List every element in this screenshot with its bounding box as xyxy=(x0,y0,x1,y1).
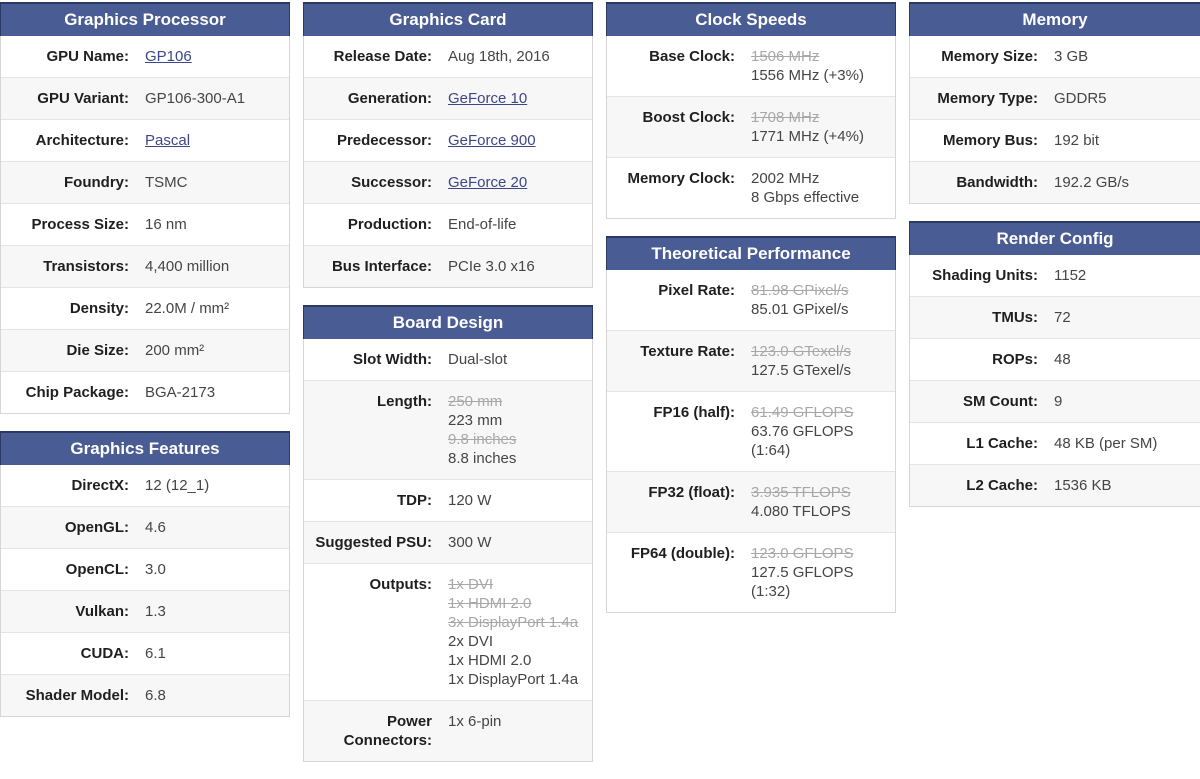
spec-value-old: 81.98 GPixel/s xyxy=(751,282,849,299)
column-4 xyxy=(909,2,1200,524)
spec-value: Aug 18th, 2016 xyxy=(448,48,550,65)
table-row xyxy=(607,157,895,218)
section-theoretical-performance xyxy=(606,236,896,613)
row-value xyxy=(432,522,592,563)
row-value xyxy=(129,120,289,161)
spec-value-old: 1708 MHz xyxy=(751,109,820,126)
row-value xyxy=(735,158,895,218)
table-row xyxy=(1,329,289,371)
spec-value-old: 1x DVI xyxy=(448,576,494,593)
spec-value: 63.76 GFLOPS (1:64) xyxy=(751,423,854,459)
section-body xyxy=(606,36,896,219)
row-value xyxy=(735,533,895,612)
row-value xyxy=(432,480,592,521)
section-graphics-features xyxy=(0,431,290,717)
row-label: Transistors: xyxy=(43,258,129,275)
section-body xyxy=(909,36,1200,204)
row-value xyxy=(432,204,592,245)
spec-value-old: 3x DisplayPort 1.4a xyxy=(448,614,579,631)
table-row xyxy=(910,36,1200,77)
section-body xyxy=(303,36,593,288)
spec-value: 8.8 inches xyxy=(448,450,517,467)
section-graphics-processor xyxy=(0,2,290,414)
section-render-config xyxy=(909,221,1200,507)
table-row xyxy=(304,339,592,380)
spec-value: 200 mm² xyxy=(145,342,205,359)
row-label: OpenCL: xyxy=(65,561,129,578)
spec-value: 85.01 GPixel/s xyxy=(751,301,849,318)
row-value xyxy=(1038,255,1200,296)
spec-value-old: 9.8 inches xyxy=(448,431,517,448)
row-label: Suggested PSU: xyxy=(315,534,432,551)
row-value xyxy=(432,36,592,77)
section-clock-speeds xyxy=(606,2,896,219)
table-row xyxy=(1,36,289,77)
row-value xyxy=(432,381,592,479)
row-label: Boost Clock: xyxy=(642,109,735,126)
section-body xyxy=(303,339,593,762)
row-value xyxy=(735,270,895,330)
row-value xyxy=(735,97,895,157)
section-title: Graphics Card xyxy=(303,2,593,36)
row-value xyxy=(432,564,592,700)
spec-link[interactable]: GP106 xyxy=(145,48,192,65)
spec-value-old: 250 mm xyxy=(448,393,503,410)
spec-value: 16 nm xyxy=(145,216,187,233)
table-row xyxy=(304,245,592,287)
table-row xyxy=(1,371,289,413)
row-label: Length: xyxy=(377,393,432,410)
spec-value: GDDR5 xyxy=(1054,90,1107,107)
spec-value: 9 xyxy=(1054,393,1063,410)
row-label: GPU Name: xyxy=(46,48,129,65)
table-row xyxy=(304,36,592,77)
section-title: Render Config xyxy=(909,221,1200,255)
spec-value-old: 61.49 GFLOPS xyxy=(751,404,854,421)
table-row xyxy=(304,700,592,761)
table-row xyxy=(910,255,1200,296)
section-title: Theoretical Performance xyxy=(606,236,896,270)
section-body xyxy=(0,36,290,414)
table-row xyxy=(910,380,1200,422)
spec-value: End-of-life xyxy=(448,216,517,233)
spec-value: 3.0 xyxy=(145,561,166,578)
spec-value-old: 123.0 GTexel/s xyxy=(751,343,852,360)
row-label: Shading Units: xyxy=(932,267,1038,284)
row-value xyxy=(129,633,289,674)
spec-value: 223 mm xyxy=(448,412,503,429)
row-label: SM Count: xyxy=(963,393,1038,410)
spec-value: 4.6 xyxy=(145,519,166,536)
section-title: Memory xyxy=(909,2,1200,36)
row-value xyxy=(1038,423,1200,464)
row-value xyxy=(1038,36,1200,77)
table-row xyxy=(304,203,592,245)
spec-value: 48 xyxy=(1054,351,1071,368)
row-label: Density: xyxy=(69,300,129,317)
row-value xyxy=(432,701,592,761)
row-label: Bus Interface: xyxy=(331,258,432,275)
table-row xyxy=(1,119,289,161)
spec-link[interactable]: GeForce 900 xyxy=(448,132,536,149)
spec-value: 1771 MHz (+4%) xyxy=(751,128,864,145)
row-label: Slot Width: xyxy=(352,351,432,368)
row-label: Vulkan: xyxy=(75,603,129,620)
spec-value: 2002 MHz xyxy=(751,170,820,187)
column-3 xyxy=(606,2,896,630)
row-label: Texture Rate: xyxy=(640,343,735,360)
table-row xyxy=(607,391,895,471)
table-row xyxy=(607,96,895,157)
table-row xyxy=(1,674,289,716)
section-title: Graphics Processor xyxy=(0,2,290,36)
spec-value: 120 W xyxy=(448,492,492,509)
row-label: Memory Clock: xyxy=(627,170,735,187)
row-value xyxy=(129,675,289,716)
table-row xyxy=(1,465,289,506)
row-label: Successor: xyxy=(351,174,432,191)
table-row xyxy=(1,77,289,119)
spec-value: 2x DVI xyxy=(448,633,494,650)
table-row xyxy=(1,245,289,287)
table-row xyxy=(607,532,895,612)
spec-link[interactable]: GeForce 10 xyxy=(448,90,528,107)
row-value xyxy=(735,331,895,391)
spec-value: 1556 MHz (+3%) xyxy=(751,67,864,84)
spec-value: 3 GB xyxy=(1054,48,1089,65)
spec-columns xyxy=(0,2,1200,779)
row-value xyxy=(129,36,289,77)
spec-value-old: 1506 MHz xyxy=(751,48,820,65)
spec-value: 300 W xyxy=(448,534,492,551)
row-label: ROPs: xyxy=(992,351,1038,368)
spec-value: 6.1 xyxy=(145,645,166,662)
table-row xyxy=(304,161,592,203)
row-label: OpenGL: xyxy=(64,519,129,536)
table-row xyxy=(1,548,289,590)
row-value xyxy=(129,549,289,590)
row-label: Release Date: xyxy=(333,48,432,65)
spec-value: 127.5 GTexel/s xyxy=(751,362,852,379)
row-label: Memory Size: xyxy=(941,48,1038,65)
section-body xyxy=(909,255,1200,507)
row-label: Die Size: xyxy=(66,342,129,359)
spec-value-old: 1x HDMI 2.0 xyxy=(448,595,532,612)
row-value xyxy=(129,162,289,203)
section-title: Graphics Features xyxy=(0,431,290,465)
row-value xyxy=(1038,162,1200,203)
table-row xyxy=(304,380,592,479)
row-label: FP64 (double): xyxy=(630,545,735,562)
spec-value: 1536 KB xyxy=(1054,477,1112,494)
row-label: Generation: xyxy=(347,90,432,107)
table-row xyxy=(304,521,592,563)
row-value xyxy=(129,330,289,371)
row-label: Pixel Rate: xyxy=(658,282,735,299)
row-value xyxy=(735,36,895,96)
table-row xyxy=(910,296,1200,338)
spec-value: 72 xyxy=(1054,309,1071,326)
row-value xyxy=(129,465,289,506)
table-row xyxy=(910,119,1200,161)
row-value xyxy=(432,162,592,203)
table-row xyxy=(607,36,895,96)
table-row xyxy=(1,161,289,203)
table-row xyxy=(607,270,895,330)
spec-value: Dual-slot xyxy=(448,351,508,368)
spec-value: 48 KB (per SM) xyxy=(1054,435,1158,452)
table-row xyxy=(1,287,289,329)
spec-value: TSMC xyxy=(145,174,188,191)
spec-value-old: 123.0 GFLOPS xyxy=(751,545,854,562)
section-memory xyxy=(909,2,1200,204)
table-row xyxy=(607,330,895,391)
spec-link[interactable]: GeForce 20 xyxy=(448,174,528,191)
row-value xyxy=(129,372,289,413)
row-label: L1 Cache: xyxy=(966,435,1038,452)
row-label: Memory Type: xyxy=(937,90,1038,107)
section-title: Board Design xyxy=(303,305,593,339)
section-graphics-card xyxy=(303,2,593,288)
row-label: Predecessor: xyxy=(336,132,432,149)
table-row xyxy=(607,471,895,532)
row-label: DirectX: xyxy=(71,477,129,494)
row-label: Architecture: xyxy=(35,132,129,149)
table-row xyxy=(1,632,289,674)
spec-value-old: 3.935 TFLOPS xyxy=(751,484,851,501)
spec-value: 8 Gbps effective xyxy=(751,189,860,206)
spec-value: 4,400 million xyxy=(145,258,230,275)
section-body xyxy=(606,270,896,613)
row-label: TDP: xyxy=(397,492,432,509)
spec-value: 1.3 xyxy=(145,603,166,620)
table-row xyxy=(304,563,592,700)
row-label: TMUs: xyxy=(992,309,1038,326)
spec-value: 22.0M / mm² xyxy=(145,300,230,317)
row-label: Outputs: xyxy=(369,576,432,593)
row-label: Shader Model: xyxy=(25,687,129,704)
row-label: L2 Cache: xyxy=(966,477,1038,494)
spec-value: GP106-300-A1 xyxy=(145,90,246,107)
spec-value: 6.8 xyxy=(145,687,166,704)
row-value xyxy=(432,339,592,380)
table-row xyxy=(304,77,592,119)
row-label: Chip Package: xyxy=(25,384,129,401)
row-label: FP16 (half): xyxy=(653,404,735,421)
row-value xyxy=(735,392,895,471)
row-value xyxy=(1038,120,1200,161)
spec-value: PCIe 3.0 x16 xyxy=(448,258,535,275)
table-row xyxy=(910,161,1200,203)
table-row xyxy=(910,422,1200,464)
row-label: CUDA: xyxy=(80,645,129,662)
spec-value: 192.2 GB/s xyxy=(1054,174,1130,191)
table-row xyxy=(910,338,1200,380)
table-row xyxy=(1,590,289,632)
row-label: FP32 (float): xyxy=(648,484,735,501)
row-value xyxy=(129,288,289,329)
row-value xyxy=(129,246,289,287)
row-value xyxy=(129,78,289,119)
row-value xyxy=(1038,339,1200,380)
column-2 xyxy=(303,2,593,779)
row-value xyxy=(1038,78,1200,119)
row-label: Memory Bus: xyxy=(942,132,1038,149)
row-value xyxy=(735,472,895,532)
row-value xyxy=(1038,465,1200,506)
table-row xyxy=(910,464,1200,506)
spec-value: 1x DisplayPort 1.4a xyxy=(448,671,579,688)
spec-value: 127.5 GFLOPS (1:32) xyxy=(751,564,854,600)
row-label: Foundry: xyxy=(64,174,129,191)
section-title: Clock Speeds xyxy=(606,2,896,36)
row-value xyxy=(129,591,289,632)
row-value xyxy=(432,78,592,119)
row-value xyxy=(129,204,289,245)
spec-value: 1x HDMI 2.0 xyxy=(448,652,532,669)
table-row xyxy=(304,479,592,521)
row-label: Bandwidth: xyxy=(956,174,1038,191)
row-value xyxy=(129,507,289,548)
section-board-design xyxy=(303,305,593,762)
row-label: Process Size: xyxy=(31,216,129,233)
spec-value: 192 bit xyxy=(1054,132,1100,149)
row-label: Base Clock: xyxy=(649,48,735,65)
row-value xyxy=(432,246,592,287)
spec-value: 12 (12_1) xyxy=(145,477,210,494)
spec-link[interactable]: Pascal xyxy=(145,132,191,149)
spec-value: 4.080 TFLOPS xyxy=(751,503,851,520)
spec-value: 1x 6-pin xyxy=(448,713,502,730)
spec-value: BGA-2173 xyxy=(145,384,216,401)
section-body xyxy=(0,465,290,717)
row-value xyxy=(432,120,592,161)
table-row xyxy=(304,119,592,161)
column-1 xyxy=(0,2,290,734)
table-row xyxy=(1,203,289,245)
row-value xyxy=(1038,381,1200,422)
table-row xyxy=(1,506,289,548)
row-label: Power Connectors: xyxy=(343,713,432,749)
row-value xyxy=(1038,297,1200,338)
row-label: GPU Variant: xyxy=(37,90,129,107)
row-label: Production: xyxy=(347,216,432,233)
table-row xyxy=(910,77,1200,119)
spec-value: 1152 xyxy=(1054,267,1087,284)
